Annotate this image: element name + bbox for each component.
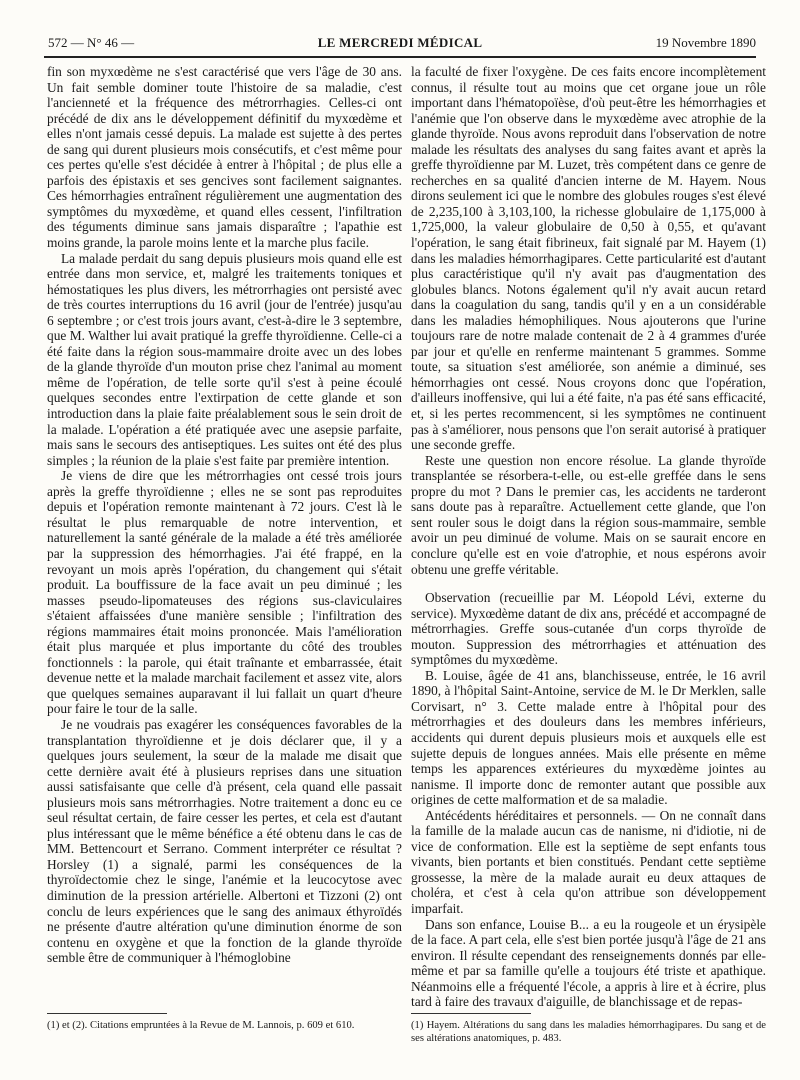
footnote-rule <box>47 1013 167 1014</box>
footnote-text: (1) et (2). Citations empruntées à la Revue de M. Lannois, p. 609 et 610. <box>47 1020 355 1031</box>
footnote-rule <box>411 1013 531 1014</box>
page-header <box>44 30 756 58</box>
paragraph: Je ne voudrais pas exagérer les conséquences favorables de la transplantation thyroïdienne et je dois déclarer que, il y a quelques jours seulement, la sœur de la malade me disait que cette dernière avait été à plusieurs reprises dans une situation aussi satisfaisante que celle d'à présent, cela quand elle passait plusieurs mois sans métrorrhagies. Notre traitement a donc eu ce seul résultat certain, de faire cesser les pertes, et cela est d'autant plus intéressant que le même bénéfice a été obtenu dans le cas de MM. Bettencourt et Serrano. Comment interpréter ce résultat ? Horsley (1) a signalé, parmi les conséquences de la thyroïdectomie chez le singe, l'anémie et la leucocytose avec diminution de la pression artérielle. Albertoni et Tizzoni (2) ont conclu de leurs expériences que le sang des animaux éthyroïdés ne présente d'autre altération qu'une diminution énorme de son contenu en oxygène et que la fonction de la glande thyroïde semble être de communiquer à l'hémoglobine <box>47 716 402 966</box>
paragraph: Je viens de dire que les métrorrhagies ont cessé trois jours après la greffe thyroïdienne ; elles ne se sont pas reproduites depuis et l'opération remonte maintenant à 72 jours. C'est là le résultat le plus remarquable de notre intervention, et naturellement la santé générale de la malade a été très améliorée par la suppression des hémorrhagies. J'ai été frappé, en la revoyant un mois après l'opération, du changement qui s'était produit. La bouffissure de la face avait un peu diminué ; les masses pseudo-lipomateuses des régions sus-claviculaires s'étaient affaissées d'une manière sensible ; l'infiltration des régions mammaires était moins prononcée. Mais l'amélioration était plus marquée et plus importante du côté des troubles fonctionnels : la parole, qui était traînante et embarrassée, était devenue nette et la malade marchait facilement et assez vite, alors que quelques semaines auparavant il lui fallait un quart d'heure pour faire le tour de la salle. <box>47 468 402 717</box>
left-column <box>47 64 402 966</box>
paragraph: B. Louise, âgée de 41 ans, blanchisseuse, entrée, le 16 avril 1890, à l'hôpital Saint-Antoine, service de M. le Dr Merklen, salle Corvisart, n° 3. Cette malade entre à l'hôpital pour des métrorrhagies et des douleurs dans les membres inférieurs, accidents qui durent depuis plusieurs mois et auxquels elle est sujette depuis de longues années. Mais elle présente en même temps les apparences extérieures du myxœdème jointes au nanisme. Il importe donc de remonter autant que possible aux origines de cette malformation et de sa maladie. <box>411 667 766 808</box>
journal-title: LE MERCREDI MÉDICAL <box>317 35 483 50</box>
right-column <box>411 64 766 1010</box>
observation-heading: Observation (recueillie par M. Léopold Lévi, externe du service). Myxœdème datant de dix ans, précédé et accompagné de métrorrhagies. Greffe sous-cutanée d'un corps thyroïde de mouton. Suppression des métrorrhagies et atténuation des symptômes du myxœdème. <box>411 590 766 668</box>
paragraph: La malade perdait du sang depuis plusieurs mois quand elle est entrée dans mon service, et, malgré les traitements toniques et hémostatiques les plus divers, les métrorrhagies ont persisté avec de très courtes interruptions du 16 avril (jour de l'entrée) jusqu'au 6 septembre ; or c'est trois jours avant, c'est-à-dire le 3 septembre, que M. Walther lui avait pratiqué la greffe thyroïdienne. Celle-ci a été faite dans la région sous-mammaire droite avec un des lobes de la glande thyroïde d'un mouton prise chez l'animal au moment même de l'opération, de telle sorte qu'il s'est à peine écoulé quelques secondes entre l'extirpation de cette glande et son introduction dans la plaie faite préalablement sous le sein droit de la malade. L'opération a été pratiquée avec une asepsie parfaite, mais sans le secours des antiseptiques. Les suites ont été des plus simples ; la réunion de la plaie s'est faite par première intention. <box>47 250 402 468</box>
page-number: 572 — N° 46 — <box>48 35 135 50</box>
footnote-text: (1) Hayem. Altérations du sang dans les maladies hémorrhagipares. Du sang et de ses altérations anatomiques, p. 483. <box>411 1020 766 1044</box>
paragraph: Dans son enfance, Louise B... a eu la rougeole et un érysipèle de la face. A part cela, elle s'est bien portée jusqu'à l'âge de 21 ans environ. Il résulte cependant des renseignements donnés par elle-même et par sa famille qu'elle a toujours été triste et apathique. Néanmoins elle a fréquenté l'école, a appris à lire et à écrire, plus tard à faire des travaux d'aiguille, de blanchissage et de repas- <box>411 916 766 1010</box>
paragraph: Antécédents héréditaires et personnels. — On ne connaît dans la famille de la malade aucun cas de nanisme, ni d'idiotie, ni de vice de conformation. Elle est la septième de sept enfants tous vivants, bien portants et bien constitués. Pendant cette septième grossesse, la mère de la malade aurait eu deux attaques de choléra, et c'est à cela qu'on attribue son développement imparfait. <box>411 807 766 916</box>
left-footnote <box>47 1020 402 1033</box>
paragraph: la faculté de fixer l'oxygène. De ces faits encore incomplètement connus, il résulte tout au moins que cet organe joue un rôle important dans l'hématopoïèse, d'où peut-être les hémorrhagies et l'anémie que l'on observe dans le myxœdème avec atrophie de la glande thyroïde. Nous avons reproduit dans l'observation de notre malade les résultats des analyses du sang faites avant et après la greffe thyroïdienne par M. Luzet, très compétent dans ce genre de recherches en sa qualité d'ancien interne de M. Hayem. Nous dirons seulement ici que le nombre des globules rouges s'est élevé de 2,235,100 à 3,103,100, la richesse globulaire de 1,175,000 à 1,725,000, la valeur globulaire de 0,50 à 0,55, et qu'avant l'opération, le sang était fibrineux, fait signalé par M. Hayem (1) dans les maladies hémorrhagipares. Cette particularité est d'autant plus caractéristique qu'il n'y avait pas d'augmentation des globules blancs. Notons également qu'il n'y avait aucun retard dans la coagulation du sang, tandis qu'il y en a un considérable dans les maladies hémophiliques. Nous ajouterons que l'urine toujours rare de notre malade contenait de 2 à 4 grammes d'urée par jour et qu'elle en renferme maintenant 5 grammes. Somme toute, sa situation s'est améliorée, son anémie a diminué, ses hémorrhagies ont cessé. Nous croyons donc que l'opération, d'ailleurs inoffensive, qui lui a été faite, n'a pas été sans efficacité, et, si les pertes recommencent, si les symptômes ne continuent pas à s'améliorer, nous pensons que l'on serait autorisé à pratiquer une seconde greffe. <box>411 64 766 453</box>
paragraph: Reste une question non encore résolue. La glande thyroïde transplantée se résorbera-t-elle, ou est-elle greffée dans le sens propre du mot ? Dans le premier cas, les accidents ne tarderont sans doute pas à reparaître. Actuellement cette glande, que l'on sent rouler sous le doigt dans la région sous-mammaire, semble avoir un peu diminué de volume. Mais on se saurait encore en conclure qu'elle est en voie d'atrophie, et nous espérons avoir obtenu une greffe véritable. <box>411 452 766 577</box>
issue-date: 19 Novembre 1890 <box>655 35 756 50</box>
paragraph: fin son myxœdème ne s'est caractérisé que vers l'âge de 30 ans. Un fait semble dominer toute l'histoire de sa maladie, c'est l'ancienneté et la fréquence des métrorrhagies. Celles-ci ont précédé de dix ans le développement définitif du myxœdème et elles n'ont jamais cessé depuis. La malade est sujette à des pertes de sang qui durent plusieurs mois consécutifs, et c'est même pour ces pertes qu'elle s'est décidée à entrer à l'hôpital ; de plus elle a parfois des épistaxis et ses gencives sont facilement saignantes. Ces hémorrhagies entraînent régulièrement une augmentation des symptômes du myxœdème, et quand elles cessent, l'infiltration des téguments diminue sans jamais disparaître ; l'apathie est moins grande, la parole moins lente et la marche plus facile. <box>47 64 402 251</box>
right-footnote <box>411 1020 766 1045</box>
